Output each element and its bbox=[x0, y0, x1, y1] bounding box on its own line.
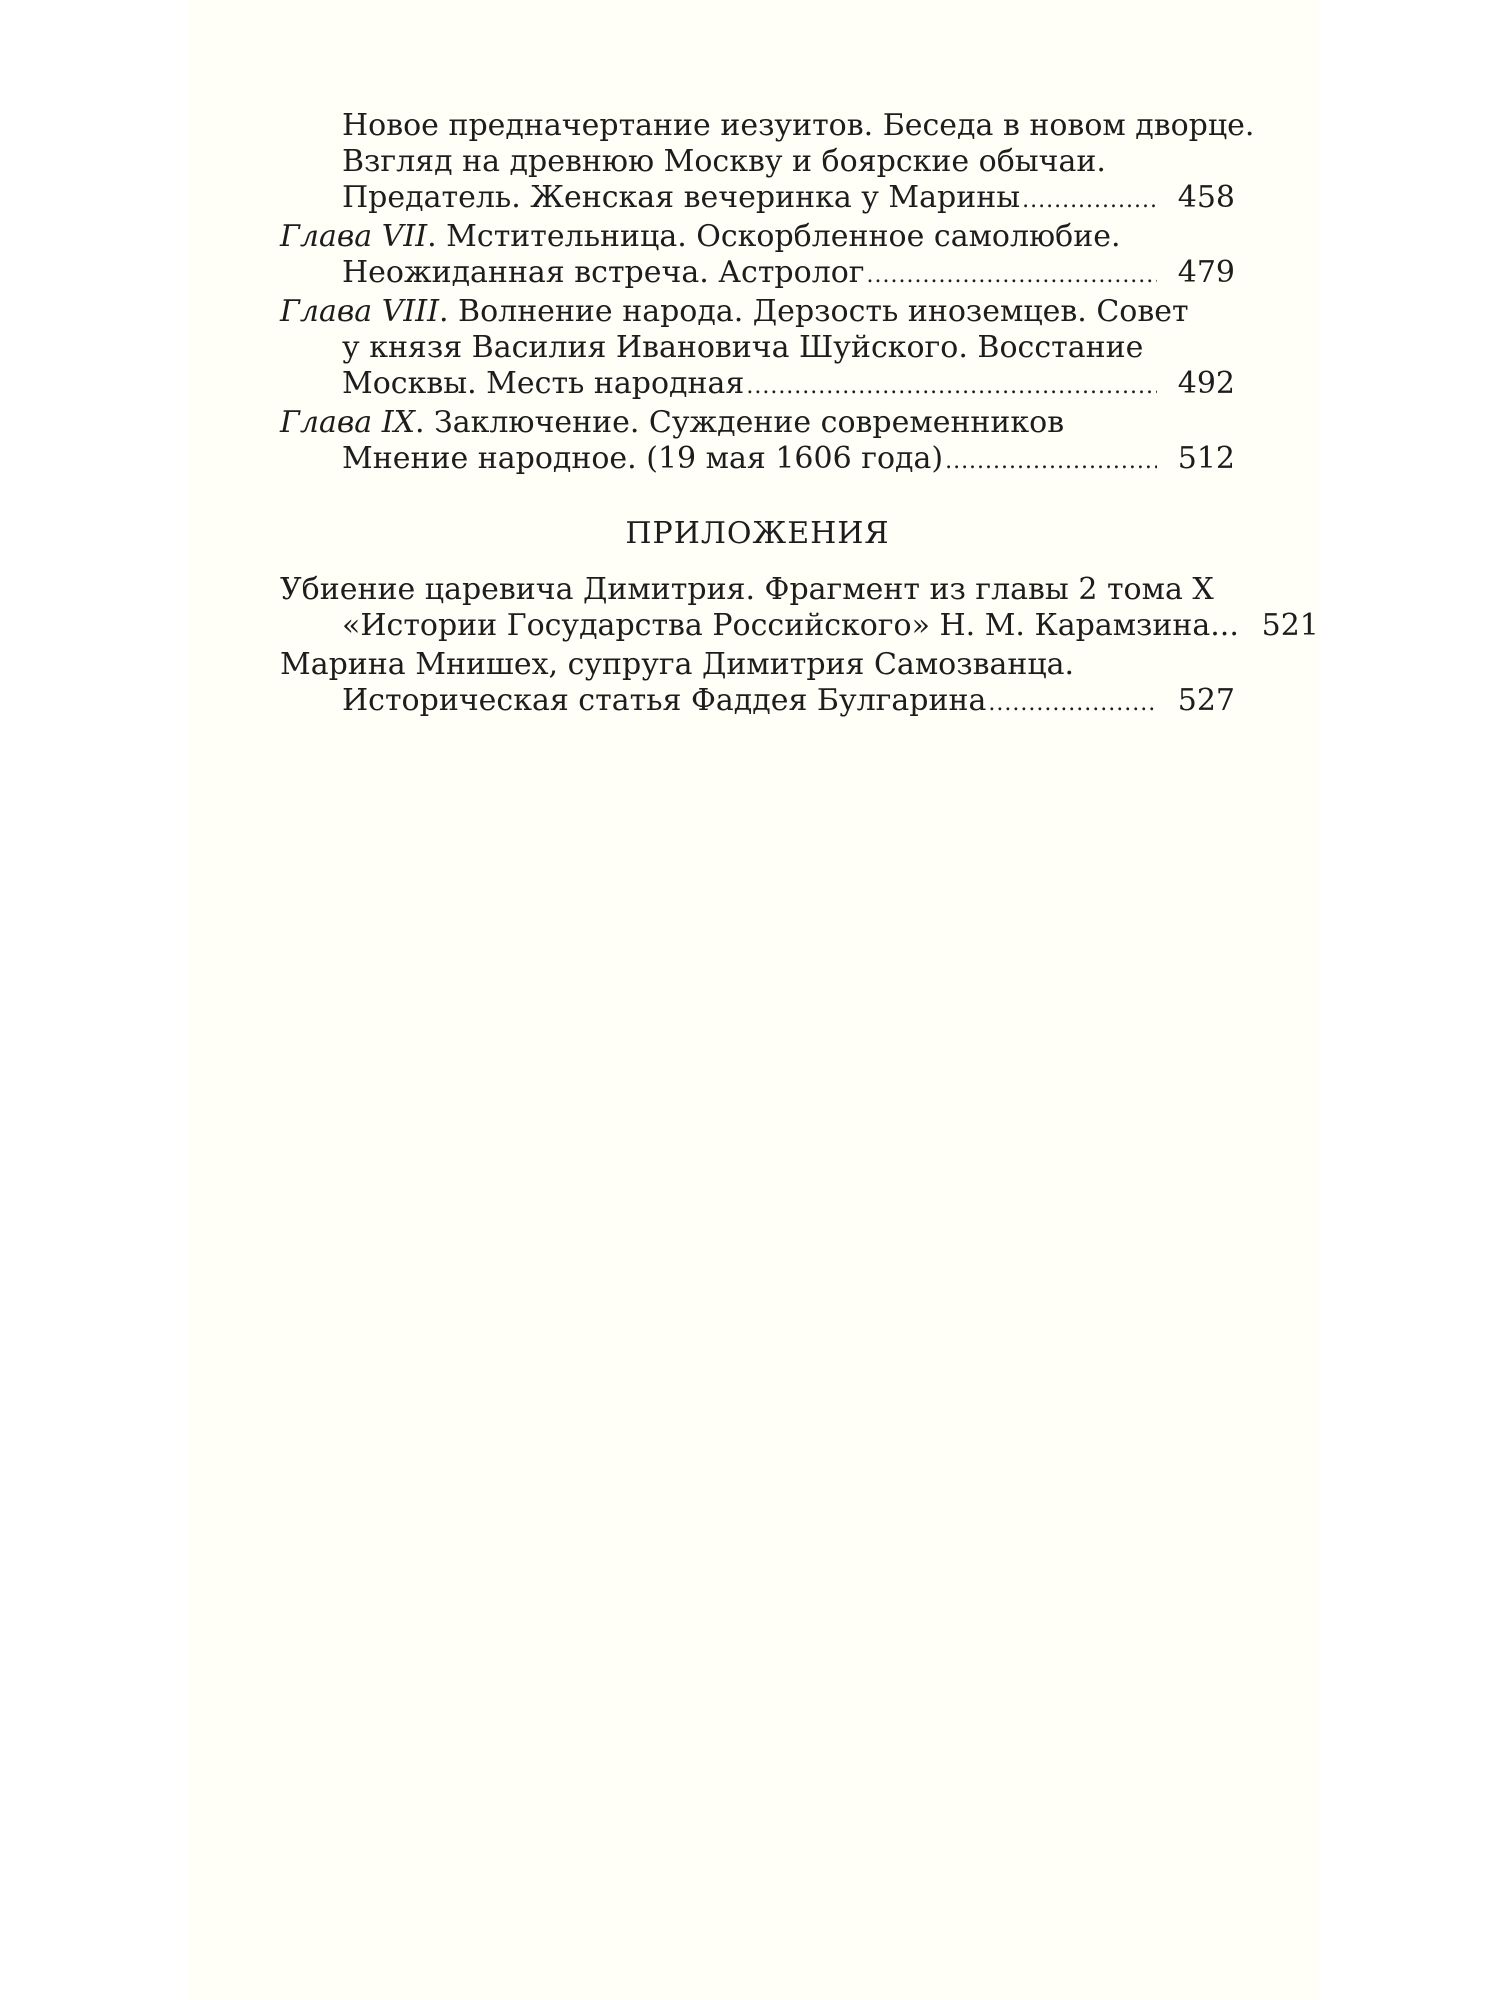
dot-leader bbox=[1022, 183, 1157, 219]
toc-entry-last-line bbox=[280, 683, 1235, 722]
dot-leader bbox=[746, 369, 1157, 405]
toc-entry-line: Взгляд на древнюю Москву и боярские обычаи. bbox=[342, 144, 1106, 179]
dot-leader bbox=[988, 686, 1157, 722]
page-number: 527 bbox=[1177, 683, 1235, 718]
toc-entry-chapter-7 bbox=[280, 219, 1235, 294]
toc-entry-text: Историческая статья Фаддея Булгарина bbox=[342, 683, 987, 718]
toc-entry-last-line bbox=[280, 441, 1235, 480]
chapter-title: . Заключение. Суждение современников bbox=[414, 405, 1065, 440]
chapter-title: . Мстительница. Оскорбленное самолюбие. bbox=[427, 219, 1121, 254]
toc-entry-line bbox=[280, 294, 1235, 330]
toc-entry-text: Москвы. Месть народная bbox=[342, 366, 745, 401]
chapter-label: Глава IX bbox=[280, 405, 415, 440]
toc-entry-chapter-9 bbox=[280, 405, 1235, 480]
toc-entry-last-line bbox=[280, 366, 1235, 405]
toc-entry-chapter-8 bbox=[280, 294, 1235, 405]
dot-leader bbox=[867, 258, 1157, 294]
chapter-title: . Волнение народа. Дерзость иноземцев. Совет bbox=[438, 294, 1189, 329]
page-number: 512 bbox=[1177, 441, 1235, 476]
toc-entry-line bbox=[280, 219, 1235, 255]
toc-entry-line: Новое предначертание иезуитов. Беседа в новом дворце. bbox=[342, 108, 1255, 143]
toc-entry-line bbox=[280, 405, 1235, 441]
toc-entry-last-line bbox=[280, 608, 1319, 647]
page-number: 492 bbox=[1177, 366, 1235, 401]
toc-entry-continued bbox=[280, 108, 1255, 219]
toc-entry-last-line bbox=[280, 255, 1235, 294]
page-number: 458 bbox=[1177, 180, 1235, 215]
toc-entry-last-line bbox=[280, 180, 1235, 219]
dot-leader bbox=[945, 444, 1157, 480]
toc-entry-appendix-1 bbox=[280, 572, 1319, 647]
chapter-label: Глава VIII bbox=[280, 294, 439, 329]
toc-entry-line: Марина Мнишех, супруга Димитрия Самозванца. bbox=[280, 647, 1075, 682]
toc-entry-line: у князя Василия Ивановича Шуйского. Восстание bbox=[342, 330, 1144, 365]
toc-entry-text: Предатель. Женская вечеринка у Марины bbox=[342, 180, 1021, 215]
page-number: 521 bbox=[1261, 608, 1319, 643]
table-of-contents bbox=[280, 108, 1319, 722]
toc-entry-appendix-2 bbox=[280, 647, 1235, 722]
page-number: 479 bbox=[1177, 255, 1235, 290]
chapter-label: Глава VII bbox=[280, 219, 428, 254]
appendix-heading: ПРИЛОЖЕНИЯ bbox=[625, 516, 890, 551]
toc-entry-text: Мнение народное. (19 мая 1606 года) bbox=[342, 441, 944, 476]
toc-entry-text: «Истории Государства Российского» Н. М. Карамзина... bbox=[342, 608, 1239, 643]
toc-entry-text: Неожиданная встреча. Астролог bbox=[342, 255, 865, 290]
toc-entry-line: Убиение царевича Димитрия. Фрагмент из главы 2 тома X bbox=[280, 572, 1214, 607]
